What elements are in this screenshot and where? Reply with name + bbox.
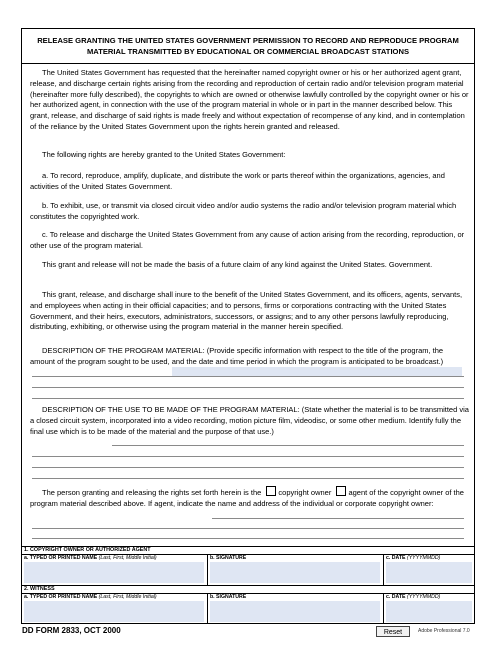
software-version: Adobe Professional 7.0 [418,628,470,634]
section-1-date-hint: (YYYYMMDD) [406,555,441,561]
use-description-line-4[interactable] [32,478,464,479]
use-description-line-2[interactable] [32,456,464,457]
program-description-line-2[interactable] [32,387,464,388]
section-1-name-label [22,555,157,562]
use-description-line-3[interactable] [32,467,464,468]
copyright-owner-label: copyright owner [278,488,332,497]
section-2 [22,585,474,586]
granting-after: copyright owner of the program material described above. If agent, indicate the name and address of the individual or corporate copyright owner: [30,488,464,508]
section-2-date-hint: (YYYYMMDD) [406,594,441,600]
section-1-signature-label: b. SIGNATURE [210,555,247,561]
section-2-name-field[interactable] [24,601,204,622]
future-claim-paragraph: This grant and release will not be made the basis of a future claim of any kind against the United States. Government. [42,260,433,269]
section-2-date-label [384,594,440,601]
program-description-field[interactable] [172,367,462,376]
section-2-name-hint: (Last, First, Middle Initial) [98,594,157,600]
section-1-date-field[interactable] [386,562,472,583]
section-2-signature-field[interactable] [210,601,380,622]
agent-checkbox[interactable] [336,486,346,496]
release-form [21,28,475,624]
section-1-date-label [384,555,440,562]
section-2-signature-label: b. SIGNATURE [210,594,247,600]
section-2-header: 2. WITNESS [24,586,55,592]
copyright-owner-checkbox[interactable] [266,486,276,496]
right-c: c. To release and discharge the United States Government from any cause of action arising from the recording, reproduction, or other use of the program material. [30,230,465,250]
program-description-line-3[interactable] [32,398,464,399]
title-divider [22,63,474,64]
section-2-date-field[interactable] [386,601,472,622]
program-description-line-1[interactable] [32,376,464,377]
agent-label: agent of the [348,488,389,497]
use-description-label: DESCRIPTION OF THE USE TO BE MADE OF THE PROGRAM MATERIAL: (State whether the material is to be transmitted via a closed circuit system, incorporated into a video recording, motion picture film, videodisc, or some other medium. Identify fully the final use which is to be made of the material and the purpose of that use.) [30,405,469,436]
section-1-name-text: a. TYPED OR PRINTED NAME [24,555,98,561]
owner-info-line-3[interactable] [32,538,464,539]
owner-info-line-2[interactable] [32,528,464,529]
owner-info-line-1[interactable] [212,518,464,519]
program-description-label: DESCRIPTION OF THE PROGRAM MATERIAL: (Provide specific information with respect to the title of the program, the amount of the program sought to be used, and the date and time period in which the program is anticipated to be broadcast.) [30,346,444,366]
form-title: RELEASE GRANTING THE UNITED STATES GOVERNMENT PERMISSION TO RECORD AND REPRODUCE PROGRAM MATERIAL TRANSMITTED BY EDUCATIONAL OR COMMERCIAL BROADCAST STATIONS [37,36,459,56]
section-1-signature-field[interactable] [210,562,380,583]
section-1-name-field[interactable] [24,562,204,583]
section-1-date-text: c. DATE [386,555,406,561]
section-1-name-hint: (Last, First, Middle Initial) [98,555,157,561]
use-description-line-1[interactable] [112,445,464,446]
section-1-header: 1. COPYRIGHT OWNER OR AUTHORIZED AGENT [24,547,151,553]
section-2-name-label [22,594,157,601]
right-a: a. To record, reproduce, amplify, duplicate, and distribute the work or parts thereof within the organizations, agencies, and activities of the United States Government. [30,171,445,191]
section-2-date-text: c. DATE [386,594,406,600]
intro-paragraph: The United States Government has requested that the hereinafter named copyright owner or his or her authorized agent grant, release, and discharge certain rights arising from the recording and reproduction of certain radio and/or television program material (hereinafter more fully described), the copyrights to which are owned or otherwise lawfully controlled by the copyright owner or his or her authorized agent, in connection with the use of the program material in whole or in part in the manner described below. This grant, release, and discharge of said rights is made freely and without expectation of recompense of any kind, and in contemplation of the reliance by the United States Government upon the rights herein granted and released. [30,68,469,131]
rights-lead: The following rights are hereby granted to the United States Government: [42,150,286,159]
granting-before: The person granting and releasing the rights set forth herein is the [42,488,262,497]
granting-paragraph [30,486,469,510]
section-2-name-text: a. TYPED OR PRINTED NAME [24,594,98,600]
form-number: DD FORM 2833, OCT 2000 [22,626,121,635]
reset-button[interactable]: Reset [376,626,410,637]
inure-paragraph: This grant, release, and discharge shall inure to the benefit of the United States Government, and its officers, agents, servants, and employees when acting in their official capacities; and to persons, firms or corporations contracting with the United States Government, and their heirs, executors, administrators, successors, or assigns; and to any other persons lawfully reproducing, distributing, exhibiting, or otherwise using the program material in the manner herein specified. [30,290,463,332]
right-b: b. To exhibit, use, or transmit via closed circuit video and/or audio systems the radio and/or television program material which constitutes the copyrighted work. [30,201,457,221]
